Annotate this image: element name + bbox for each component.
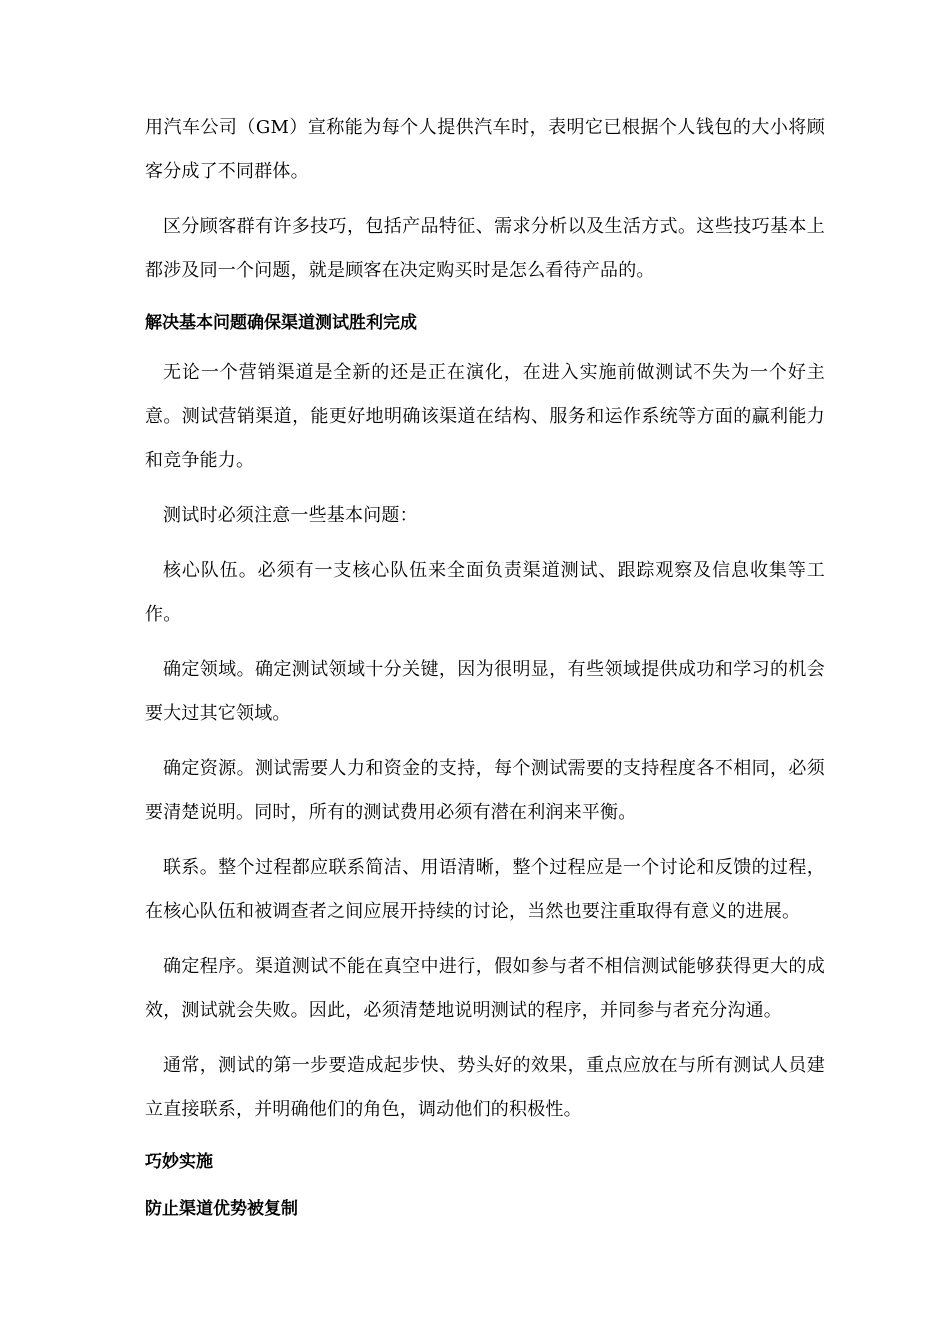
document-page [145,106,825,1237]
section-heading-implementation: 巧妙实施 [145,1152,213,1172]
paragraph-first-step: 通常，测试的第一步要造成起步快、势头好的效果，重点应放在与所有测试人员建立直接联系，并明确他们的角色，调动他们的积极性。 [145,1055,825,1120]
section-heading-prevent-copying: 防止渠道优势被复制 [145,1199,298,1219]
paragraph-core-team: 核心队伍。必须有一支核心队伍来全面负责渠道测试、跟踪观察及信息收集等工作。 [145,560,825,625]
paragraph-basic-issues: 测试时必须注意一些基本问题： [163,505,418,526]
paragraph-communication: 联系。整个过程都应联系简洁、用语清晰，整个过程应是一个讨论和反馈的过程，在核心队伍和被调查者之间应展开持续的讨论，当然也要注重取得有意义的进展。 [145,857,825,922]
section-heading-channel-testing: 解决基本问题确保渠道测试胜利完成 [145,313,417,333]
paragraph-testing-intro: 无论一个营销渠道是全新的还是正在演化，在进入实施前做测试不失为一个好主意。测试营销渠道，能更好地明确该渠道在结构、服务和运作系统等方面的赢利能力和竞争能力。 [145,362,825,471]
paragraph-define-resources: 确定资源。测试需要人力和资金的支持，每个测试需要的支持程度各不相同，必须要清楚说明。同时，所有的测试费用必须有潜在利润来平衡。 [145,758,825,823]
paragraph-gm-segmentation: 用汽车公司（GM）宣称能为每个人提供汽车时，表明它已根据个人钱包的大小将顾客分成了不同群体。 [145,117,825,182]
paragraph-define-area: 确定领域。确定测试领域十分关键，因为很明显，有些领域提供成功和学习的机会要大过其它领域。 [145,659,825,724]
paragraph-segmentation-techniques: 区分顾客群有许多技巧，包括产品特征、需求分析以及生活方式。这些技巧基本上都涉及同一个问题，就是顾客在决定购买时是怎么看待产品的。 [145,216,825,281]
paragraph-define-procedure: 确定程序。渠道测试不能在真空中进行，假如参与者不相信测试能够获得更大的成效，测试就会失败。因此，必须清楚地说明测试的程序，并同参与者充分沟通。 [145,956,825,1021]
